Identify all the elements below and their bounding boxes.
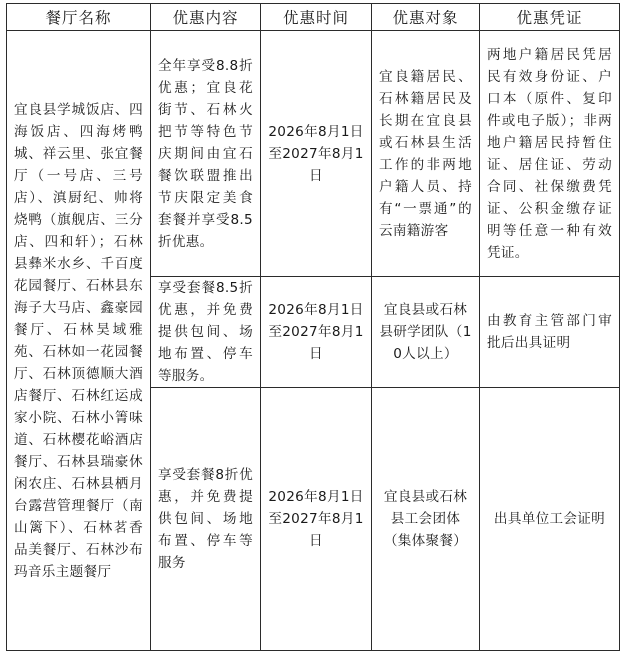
time-cell bbox=[261, 31, 372, 277]
target-cell bbox=[372, 277, 480, 388]
header-discount-time: 优惠时间 bbox=[261, 4, 372, 31]
discount-table-container bbox=[6, 3, 620, 651]
discount-time: 2026年8月1日至2027年8月1日 bbox=[268, 302, 364, 362]
proof-cell bbox=[480, 31, 620, 277]
proof-cell bbox=[480, 277, 620, 388]
discount-proof: 出具单位工会证明 bbox=[493, 511, 606, 527]
restaurant-list-cell bbox=[7, 31, 151, 651]
time-cell bbox=[261, 277, 372, 388]
time-cell bbox=[261, 388, 372, 651]
table-header-row bbox=[7, 4, 620, 31]
proof-cell bbox=[480, 388, 620, 651]
table-row bbox=[7, 31, 620, 277]
discount-content: 享受套餐8.5折优惠，并免费提供包间、场地布置、停车等服务。 bbox=[158, 280, 253, 384]
discount-content: 全年享受8.8折优惠；宜良花街节、石林火把节等特色节庆期间由宜石餐饮联盟推出节庆限定美食套餐并享受8.5折优惠。 bbox=[158, 57, 253, 250]
discount-table bbox=[6, 3, 620, 651]
header-restaurant-name: 餐厅名称 bbox=[7, 4, 151, 31]
discount-proof: 两地户籍居民凭居民有效身份证、户口本（原件、复印件或电子版）；非两地户籍居民持暂住证、居住证、劳动合同、社保缴费凭证、公积金缴存证明等任意一种有效凭证。 bbox=[487, 46, 612, 261]
discount-target: 宜良籍居民、石林籍居民及长期在宜良县或石林县生活工作的非两地户籍人员、持有“一票通”的云南籍游客 bbox=[379, 68, 472, 239]
target-cell bbox=[372, 31, 480, 277]
discount-target: 宜良县或石林县研学团队（10人以上） bbox=[379, 302, 472, 362]
header-discount-proof: 优惠凭证 bbox=[480, 4, 620, 31]
discount-time: 2026年8月1日至2027年8月1日 bbox=[268, 489, 364, 549]
content-cell bbox=[151, 388, 261, 651]
discount-target: 宜良县或石林县工会团体（集体聚餐） bbox=[383, 489, 468, 549]
discount-content: 享受套餐8折优惠，并免费提供包间、场地布置、停车等服务 bbox=[158, 467, 253, 571]
content-cell bbox=[151, 277, 261, 388]
target-cell bbox=[372, 388, 480, 651]
discount-proof: 由教育主管部门审批后出具证明 bbox=[487, 313, 612, 351]
header-discount-content: 优惠内容 bbox=[151, 4, 261, 31]
discount-time: 2026年8月1日至2027年8月1日 bbox=[268, 123, 364, 184]
restaurant-list: 宜良县学城饭店、四海饭店、四海烤鸭城、祥云里、张宜餐厅（一号店、三号店）、滇厨纪、帅将烧鸭（旗舰店、三分店、四和轩）；石林县彝米水乡、千百度花园餐厅、石林县东海子大马店、鑫豪园餐厅、石林昊域雅苑、石林如一花园餐厅、石林顶德顺大酒店餐厅、石林红运成家小院、石林小箐味道、石林樱花峪酒店餐厅、石林县瑞豪休闲农庄、石林县栖月台露营管理餐厅（南山篱下）、石林茗香品美餐厅、石林沙布玛音乐主题餐厅 bbox=[14, 101, 143, 580]
header-discount-target: 优惠对象 bbox=[372, 4, 480, 31]
content-cell bbox=[151, 31, 261, 277]
